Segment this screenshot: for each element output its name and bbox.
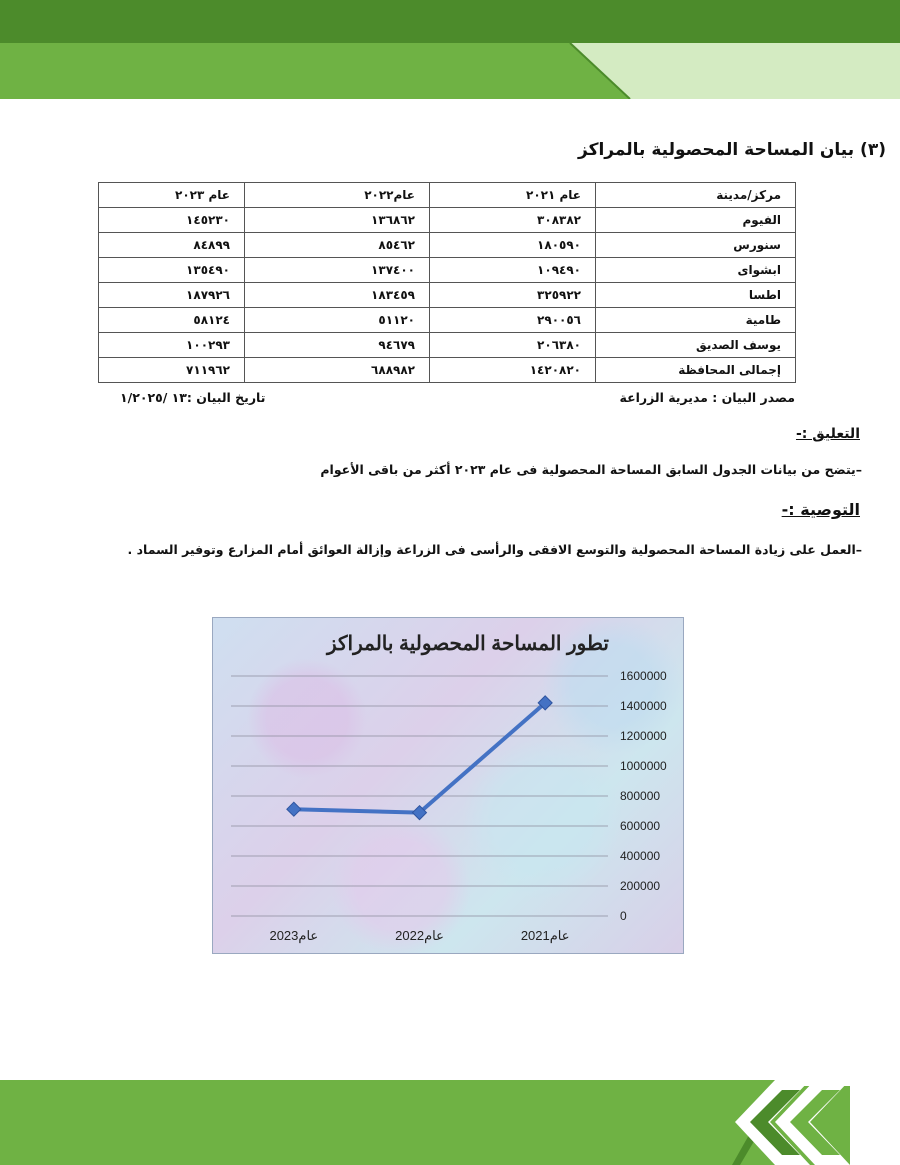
y-tick-label: 1000000	[620, 759, 667, 773]
table-cell: ١٤٢٠٨٢٠	[430, 358, 596, 383]
y-tick-label: 200000	[620, 879, 661, 893]
table-row	[99, 308, 796, 333]
table-cell: ١٣٥٤٩٠	[99, 258, 245, 283]
chart-canvas	[213, 618, 683, 953]
column-header: عام٢٠٢٢	[245, 183, 430, 208]
table-cell: ١٤٥٢٣٠	[99, 208, 245, 233]
table-cell: ٢٠٦٣٨٠	[430, 333, 596, 358]
comment-heading: التعليق :-	[795, 426, 860, 442]
data-source: مصدر البيان : مديرية الزراعة	[619, 390, 795, 405]
y-tick-label: 0	[620, 909, 627, 923]
table-cell: ٢٩٠٠٥٦	[430, 308, 596, 333]
y-tick-label: 1200000	[620, 729, 667, 743]
x-tick-label: عام2022	[395, 928, 444, 943]
table-cell: ١٠٩٤٩٠	[430, 258, 596, 283]
table-row	[99, 358, 796, 383]
table-cell: الفيوم	[596, 208, 796, 233]
y-tick-label: 600000	[620, 819, 661, 833]
table-cell: ٣٢٥٩٢٢	[430, 283, 596, 308]
recommendation-text: –العمل على زيادة المساحة المحصولية والتوسع الافقى والرأسى فى الزراعة وإزالة العوائق أمام المزارع وتوفير السماد .	[127, 542, 862, 557]
table-cell: ١٠٠٢٩٣	[99, 333, 245, 358]
table-cell: ابشواى	[596, 258, 796, 283]
section-title: (٣) بيان المساحة المحصولية بالمراكز	[578, 140, 886, 160]
column-header: مركز/مدينة	[596, 183, 796, 208]
table-header-row	[99, 183, 796, 208]
table-cell: ٦٨٨٩٨٢	[245, 358, 430, 383]
table-cell: ١٨٠٥٩٠	[430, 233, 596, 258]
header-band	[0, 43, 900, 99]
table-cell: ٥٨١٢٤	[99, 308, 245, 333]
table-cell: ١٨٣٤٥٩	[245, 283, 430, 308]
table-cell: ٨٤٨٩٩	[99, 233, 245, 258]
column-header: عام ٢٠٢٣	[99, 183, 245, 208]
column-header: عام ٢٠٢١	[430, 183, 596, 208]
table-row	[99, 258, 796, 283]
line-chart	[212, 617, 684, 954]
table-cell: إجمالى المحافظة	[596, 358, 796, 383]
table-cell: ١٨٧٩٢٦	[99, 283, 245, 308]
crop-area-table	[98, 182, 796, 383]
data-date: تاريخ البيان :١٣ /١/٢٠٢٥	[120, 390, 266, 405]
table-cell: سنورس	[596, 233, 796, 258]
data-point-marker	[287, 802, 301, 816]
y-tick-label: 1600000	[620, 669, 667, 683]
comment-text: –يتضح من بيانات الجدول السابق المساحة المحصولية فى عام ٢٠٢٣ أكثر من باقى الأعوام	[320, 462, 862, 477]
table-cell: ٧١١٩٦٢	[99, 358, 245, 383]
chart-title: تطور المساحة المحصولية بالمراكز	[327, 633, 609, 655]
table-cell: ١٣٦٨٦٢	[245, 208, 430, 233]
table-cell: طامية	[596, 308, 796, 333]
table-cell: ٨٥٤٦٢	[245, 233, 430, 258]
y-tick-label: 400000	[620, 849, 661, 863]
header-top-bar	[0, 0, 900, 43]
table-row	[99, 208, 796, 233]
y-tick-label: 1400000	[620, 699, 667, 713]
y-tick-label: 800000	[620, 789, 661, 803]
table-row	[99, 333, 796, 358]
table-cell: ١٣٧٤٠٠	[245, 258, 430, 283]
footer-band	[0, 1080, 900, 1165]
table-cell: اطسا	[596, 283, 796, 308]
recommendation-heading: التوصية :-	[781, 500, 860, 519]
table-cell: ٥١١٢٠	[245, 308, 430, 333]
x-tick-label: عام2021	[520, 928, 570, 943]
x-tick-label: عام2023	[269, 928, 319, 943]
table-row	[99, 233, 796, 258]
table-cell: يوسف الصديق	[596, 333, 796, 358]
table-cell: ٩٤٦٧٩	[245, 333, 430, 358]
table-cell: ٣٠٨٣٨٢	[430, 208, 596, 233]
table-row	[99, 283, 796, 308]
